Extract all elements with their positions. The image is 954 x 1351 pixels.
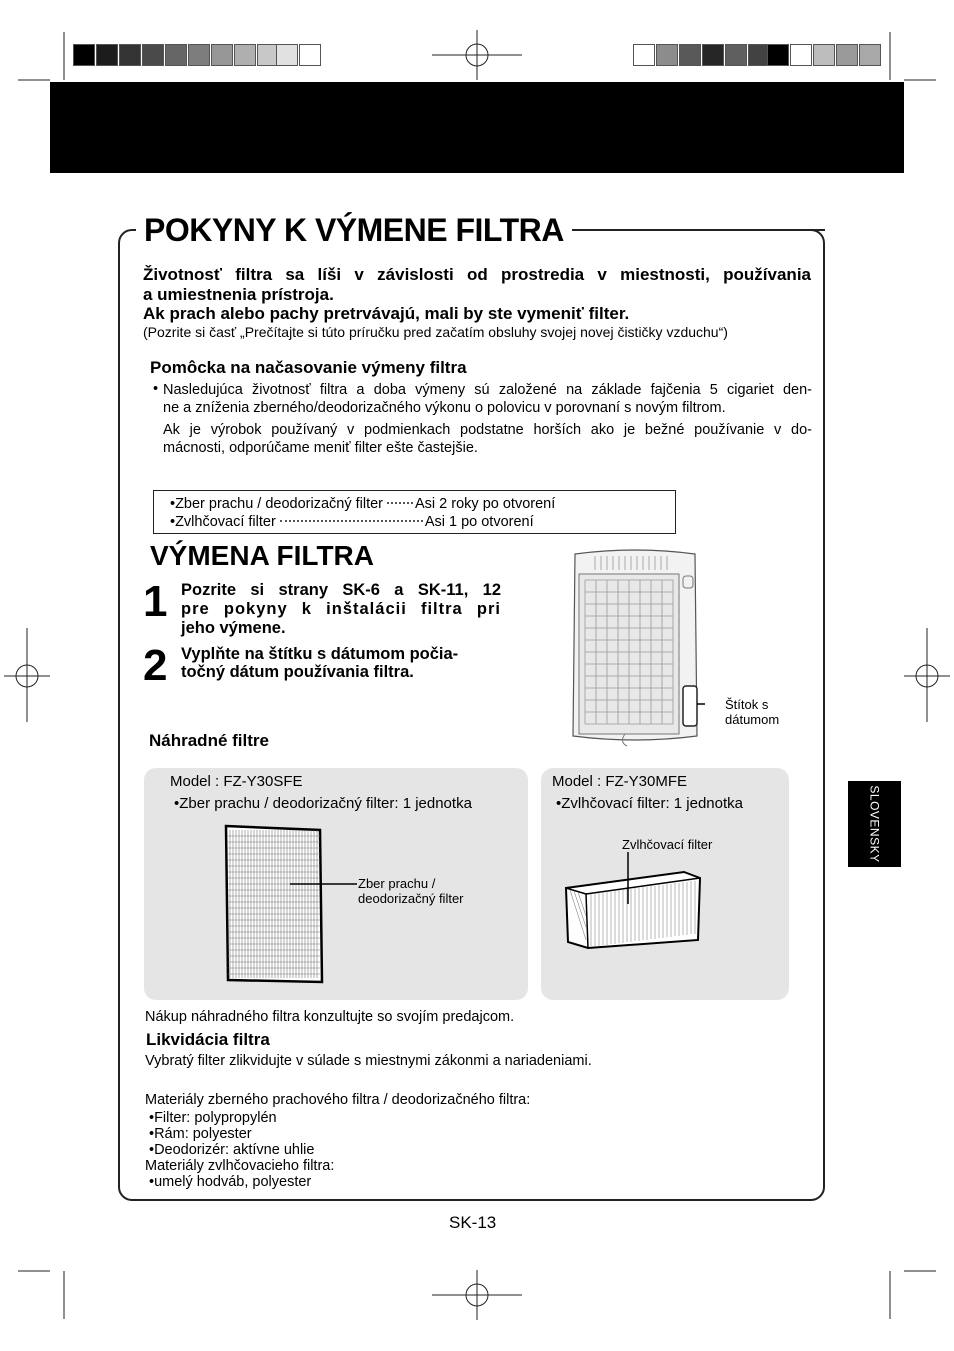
timing-para2-b: mácnosti, odporúčame meniť filter ešte častejšie. [163,440,478,456]
step-1-line-2: pre pokyny k inštalácii filtra pri [181,600,501,618]
table-row [170,514,534,530]
step-2-number: 2 [143,641,168,690]
air-purifier-illustration [565,548,705,748]
disposal-text: Vybratý filter zlikvidujte v súlade s miestnymi zákonmi a nariadeniami. [145,1053,592,1069]
dust-callout-2: deodorizačný filter [358,891,464,906]
title-rule [568,229,825,231]
materials-dust-title: Materiály zberného prachového filtra / deodorizačného filtra: [145,1092,531,1108]
materials-item: •Rám: polyester [149,1126,252,1142]
language-tab [848,781,901,867]
timing-para1-b: ne a zníženia zberného/deodorizačného výkonu o polovicu v porovnaní s novým filtrom. [163,400,726,416]
bullet: • [153,381,159,397]
table-row [170,496,555,512]
leader-dots [280,520,423,522]
language-tab-label: SLOVENSKY [867,785,882,863]
filter-life-table [153,490,676,534]
page-number: SK-13 [449,1213,497,1232]
row-value: Asi 1 po otvorení [424,514,534,530]
purchase-note: Nákup náhradného filtra konzultujte so svojím predajcom. [145,1009,515,1025]
row-label: •Zber prachu / deodorizačný filter [170,496,384,512]
humid-item: •Zvlhčovací filter: 1 jednotka [556,795,744,812]
timing-heading: Pomôcka na načasovanie výmeny filtra [150,358,467,377]
intro-line-2: a umiestnenia prístroja. [143,285,334,304]
intro-note: (Pozrite si časť „Prečítajte si túto príručku pred začatím obsluhy svojej novej čističky vzduchu“) [143,324,728,340]
dust-callout-1: Zber prachu / [358,876,436,891]
spare-filters-heading: Náhradné filtre [149,731,269,750]
materials-item: •Filter: polypropylén [149,1110,277,1126]
materials-humid-title: Materiály zvlhčovacieho filtra: [145,1158,335,1174]
step-1-line-1: Pozrite si strany SK-6 a SK-11, 12 [181,581,501,599]
materials-item: •umelý hodváb, polyester [149,1174,312,1190]
disposal-heading: Likvidácia filtra [146,1030,270,1049]
step-1-line-3: jeho výmene. [181,619,286,637]
step-2-line-1: Vyplňte na štítku s dátumom počia- [181,645,459,663]
date-label-callout-2: dátumom [725,712,780,727]
date-label-callout-1: Štítok s [725,697,769,712]
step-1-number: 1 [143,577,168,626]
materials-item: •Deodorizér: aktívne uhlie [149,1142,315,1158]
row-value: Asi 2 roky po otvorení [415,496,556,512]
section-title: POKYNY K VÝMENE FILTRA [136,206,572,254]
header-band [50,82,904,173]
dust-filter-illustration [222,822,362,986]
intro-line-3: Ak prach alebo pachy pretrvávajú, mali by ste vymeniť filter. [143,304,630,323]
humid-model: Model : FZ-Y30MFE [552,773,688,790]
humid-callout: Zvlhčovací filter [622,837,713,852]
step-2-line-2: točný dátum používania filtra. [181,663,414,681]
humidifier-filter-illustration [560,850,710,956]
timing-para2-a: Ak je výrobok používaný v podmienkach podstatne horších ako je bežné používanie v do- [163,422,812,438]
row-label: •Zvlhčovací filter [170,514,276,530]
dust-model: Model : FZ-Y30SFE [170,773,303,790]
intro-line-1: Životnosť filtra sa líši v závislosti od prostredia v miestnosti, používania [143,265,811,284]
dust-item: •Zber prachu / deodorizačný filter: 1 jednotka [174,795,472,812]
replacement-heading: VÝMENA FILTRA [150,540,374,571]
date-label-marker [683,686,697,726]
timing-para1-a: Nasledujúca životnosť filtra a doba výmeny sú založené na základe fajčenia 5 cigariet den- [163,382,812,398]
leader-dots [387,502,413,504]
